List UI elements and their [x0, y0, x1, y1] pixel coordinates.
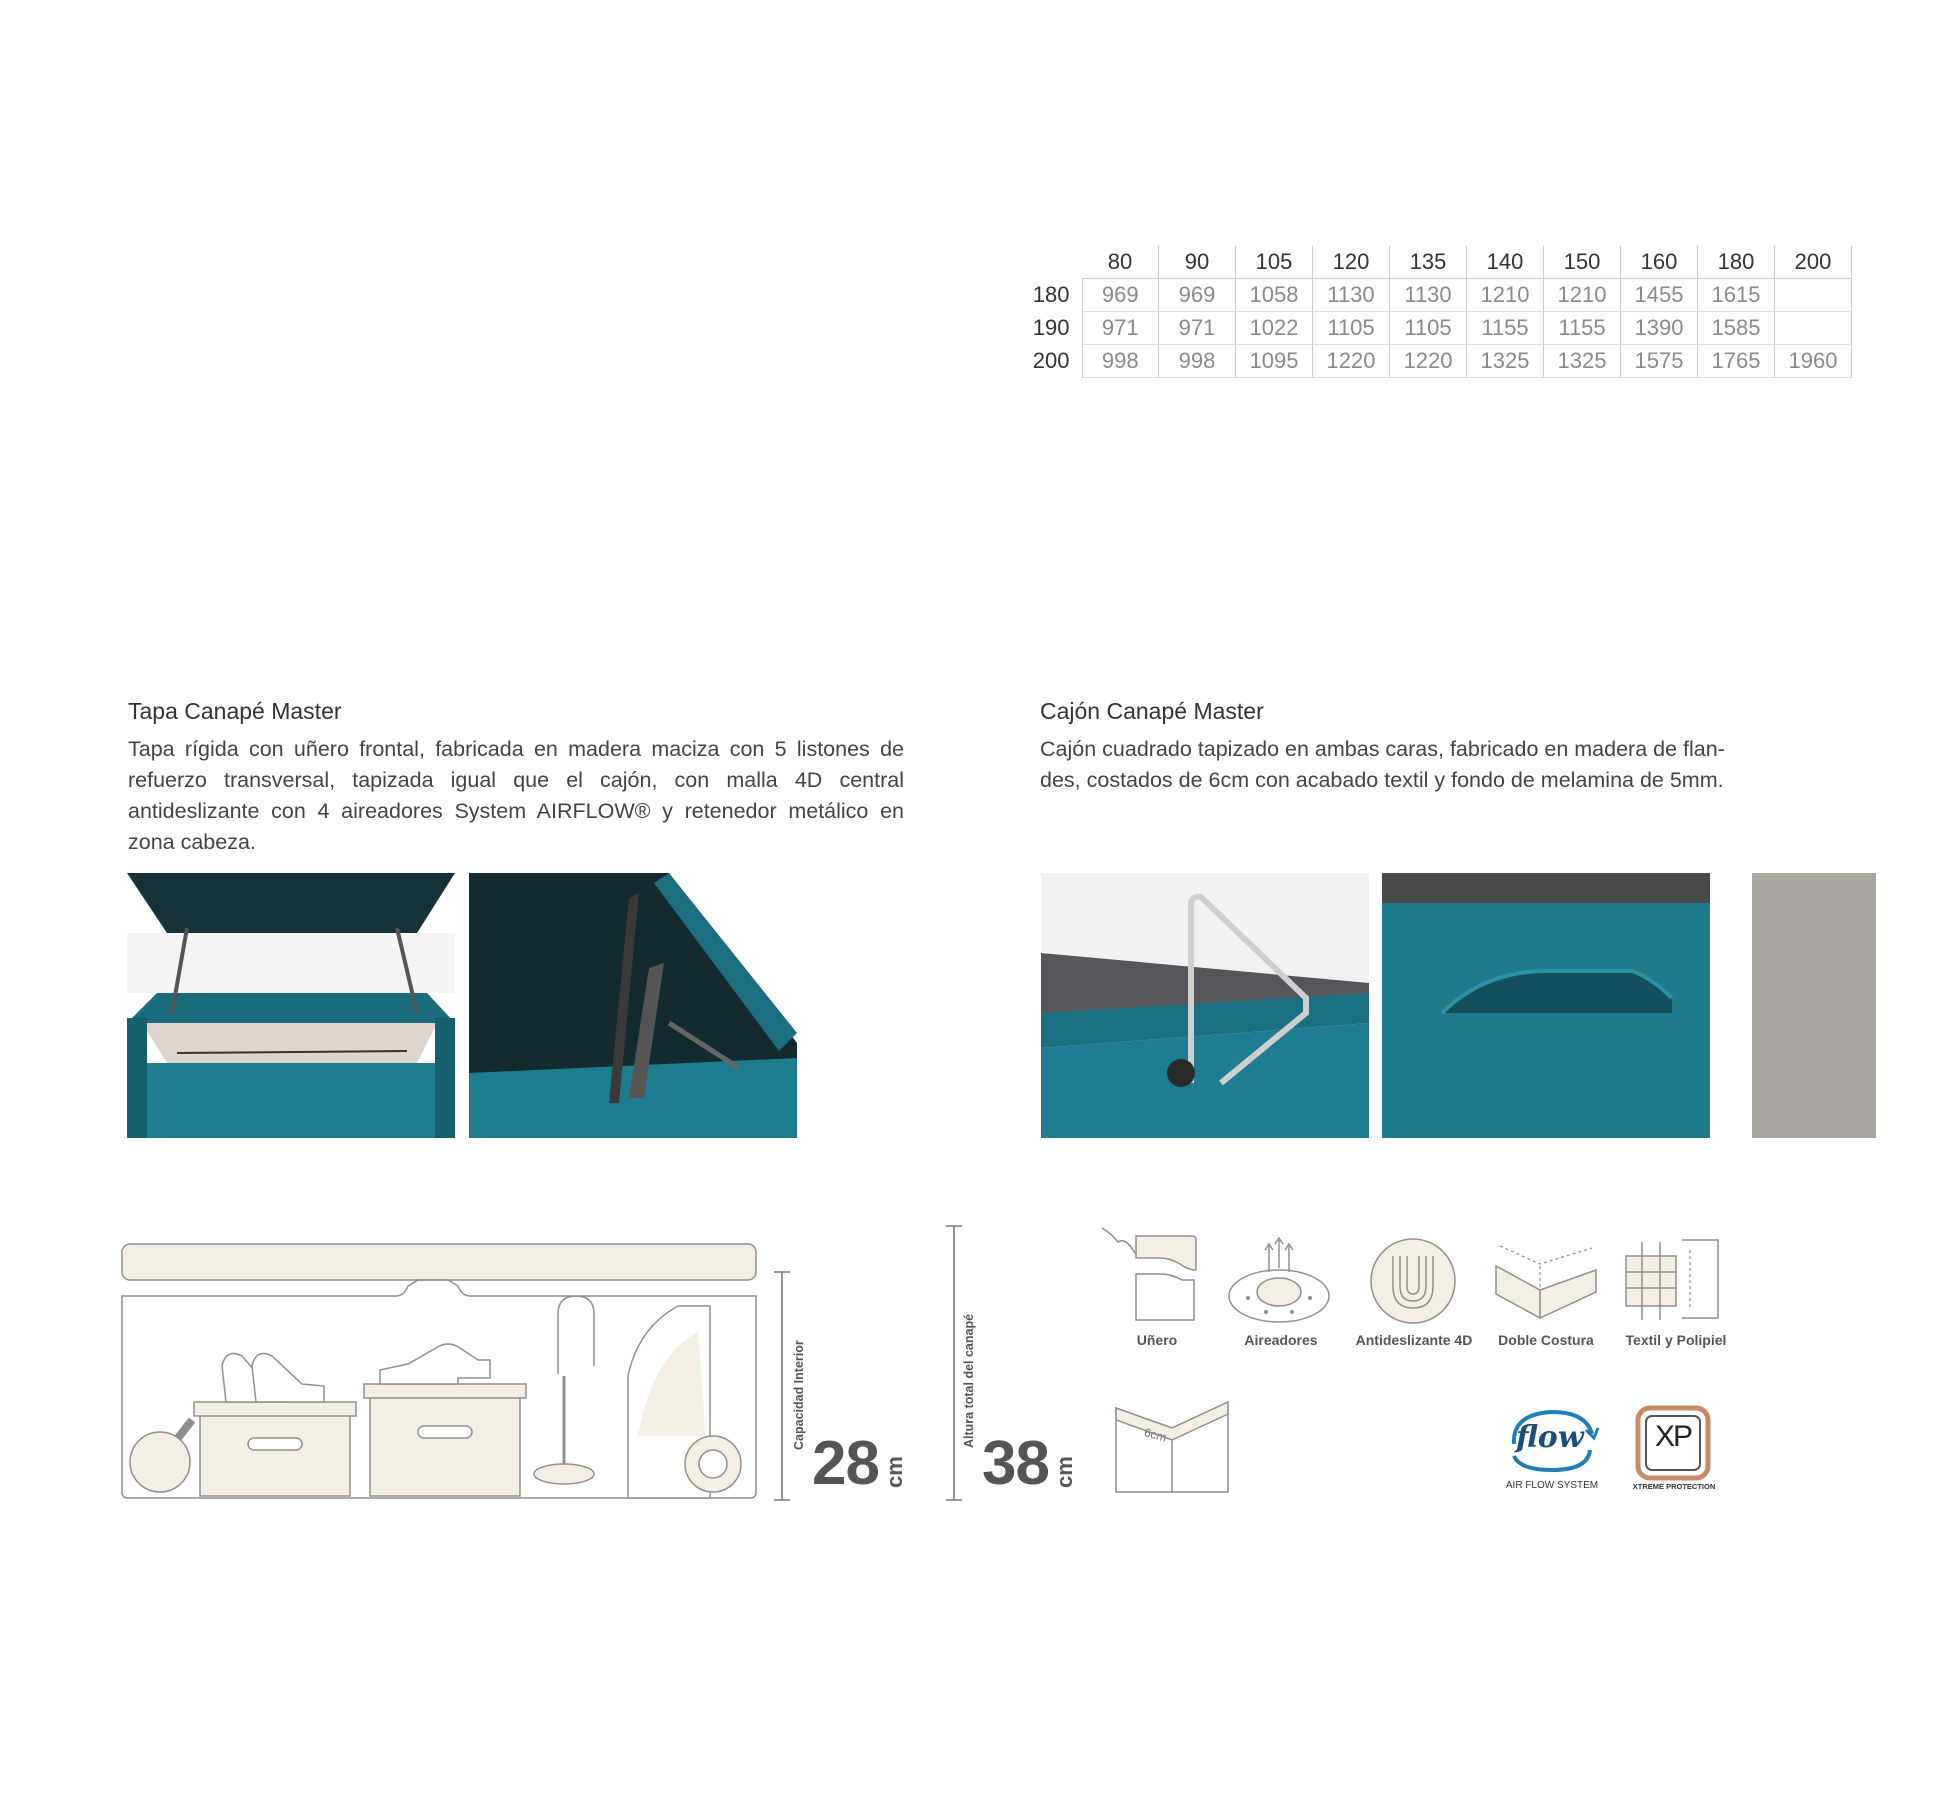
price-cell: 969 [1082, 279, 1159, 312]
price-cell: 998 [1082, 345, 1159, 378]
height-unit: cm [1052, 1456, 1077, 1488]
capacity-value: 28 [812, 1429, 879, 1498]
price-cell: 971 [1159, 312, 1236, 345]
price-table [1028, 246, 1852, 378]
unero-icon [1100, 1224, 1200, 1324]
table-row [1028, 279, 1852, 312]
side-thickness-icon [1114, 1400, 1230, 1494]
capacity-unit: cm [882, 1456, 907, 1488]
side-thickness-label: 6cm [1142, 1425, 1169, 1445]
color-swatch [1752, 873, 1876, 1138]
price-cell: 1095 [1236, 345, 1313, 378]
length-header: 190 [1028, 312, 1082, 345]
table-row [1028, 312, 1852, 345]
price-cell: 971 [1082, 312, 1159, 345]
photo-lid-piston [469, 873, 797, 1138]
cajon-description-line: Cajón cuadrado tapizado en ambas caras, fabricado en madera de flan- [1040, 737, 1725, 761]
price-cell [1775, 312, 1852, 345]
table-row [1028, 345, 1852, 378]
price-cell: 1390 [1621, 312, 1698, 345]
feature-label: Uñero [1136, 1332, 1178, 1348]
capacity-illustration [118, 1236, 764, 1502]
width-header: 135 [1390, 246, 1467, 279]
price-cell: 1105 [1313, 312, 1390, 345]
aireadores-icon [1226, 1236, 1332, 1326]
photo-open-lid [127, 873, 455, 1138]
airflow-logo-caption: AIR FLOW SYSTEM [1505, 1480, 1599, 1491]
capacity-label: Capacidad Interior [792, 1340, 806, 1450]
antideslizante-icon [1368, 1236, 1458, 1326]
price-cell: 969 [1159, 279, 1236, 312]
cajon-description [1040, 734, 1840, 796]
price-cell: 1455 [1621, 279, 1698, 312]
price-cell: 1022 [1236, 312, 1313, 345]
airflow-logo-word: flow [1516, 1420, 1584, 1455]
price-cell: 1220 [1390, 345, 1467, 378]
cajon-description-line: des, costados de 6cm con acabado textil y fondo de melamina de 5mm. [1040, 768, 1724, 792]
width-header: 140 [1467, 246, 1544, 279]
photo-finger-pull [1382, 873, 1710, 1138]
price-cell: 1575 [1621, 345, 1698, 378]
table-corner [1028, 246, 1082, 279]
price-cell: 1765 [1698, 345, 1775, 378]
price-cell: 1615 [1698, 279, 1775, 312]
price-cell: 1325 [1544, 345, 1621, 378]
width-header: 200 [1775, 246, 1852, 279]
tapa-description: Tapa rígida con uñero frontal, fabricada en madera maciza con 5 listones de refuerzo transversal, tapizada igual que el cajón, con malla 4D central antideslizante con 4 aireadores System AIRFLOW® y retenedor metálico en zona cabeza. [128, 737, 904, 854]
width-header: 90 [1159, 246, 1236, 279]
table-header-row [1028, 246, 1852, 279]
height-value: 38 [982, 1429, 1049, 1498]
width-header: 150 [1544, 246, 1621, 279]
height-label: Altura total del canapé [962, 1313, 976, 1448]
price-cell: 1585 [1698, 312, 1775, 345]
price-cell: 1210 [1544, 279, 1621, 312]
width-header: 120 [1313, 246, 1390, 279]
price-cell: 998 [1159, 345, 1236, 378]
feature-label: Aireadores [1244, 1332, 1318, 1348]
price-cell: 1960 [1775, 345, 1852, 378]
price-cell: 1155 [1544, 312, 1621, 345]
price-cell: 1130 [1390, 279, 1467, 312]
xp-logo-caption: XTREME PROTECTION [1632, 1482, 1716, 1491]
price-cell: 1325 [1467, 345, 1544, 378]
width-header: 105 [1236, 246, 1313, 279]
price-cell: 1155 [1467, 312, 1544, 345]
width-header: 80 [1082, 246, 1159, 279]
photo-metal-retainer [1041, 873, 1369, 1138]
price-cell: 1220 [1313, 345, 1390, 378]
textil-polipiel-icon [1624, 1236, 1720, 1322]
feature-label: Textil y Polipiel [1625, 1332, 1727, 1348]
price-cell: 1210 [1467, 279, 1544, 312]
height-dimension-line [944, 1224, 964, 1502]
width-header: 180 [1698, 246, 1775, 279]
price-cell: 1058 [1236, 279, 1313, 312]
cajon-title: Cajón Canapé Master [1040, 698, 1264, 724]
tapa-title: Tapa Canapé Master [128, 698, 342, 724]
feature-label: Antideslizante 4D [1355, 1332, 1473, 1348]
price-cell: 1130 [1313, 279, 1390, 312]
feature-label: Doble Costura [1498, 1332, 1594, 1348]
price-cell [1775, 279, 1852, 312]
xp-logo-word: XP [1654, 1420, 1692, 1453]
price-cell: 1105 [1390, 312, 1467, 345]
doble-costura-icon [1494, 1240, 1598, 1320]
length-header: 180 [1028, 279, 1082, 312]
capacity-dimension-line [772, 1270, 792, 1502]
width-header: 160 [1621, 246, 1698, 279]
length-header: 200 [1028, 345, 1082, 378]
